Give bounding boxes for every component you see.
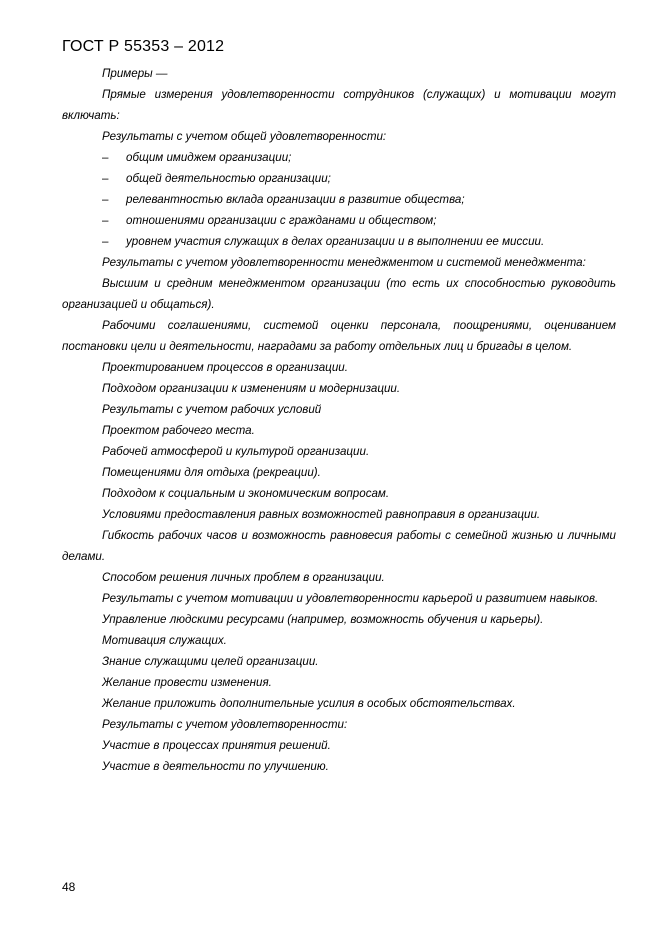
list-item-text: общей деятельностью организации; xyxy=(126,172,331,185)
conditions-paragraph: Подходом к социальным и экономическим вопросам. xyxy=(102,487,390,500)
list-item xyxy=(62,189,616,210)
list-item-text: общим имиджем организации; xyxy=(126,151,292,164)
conditions-paragraph: Рабочей атмосферой и культурой организации. xyxy=(102,445,370,458)
intro-paragraph: Прямые измерения удовлетворенности сотрудников (служащих) и мотивации могут включать: xyxy=(62,88,616,122)
page-number: 48 xyxy=(62,880,76,894)
list-dash: – xyxy=(102,172,109,185)
career-paragraph: Желание провести изменения. xyxy=(102,676,272,689)
list-item xyxy=(62,147,616,168)
examples-heading: Примеры — xyxy=(102,67,168,80)
document-body xyxy=(62,63,616,777)
management-paragraph: Проектированием процессов в организации. xyxy=(102,361,348,374)
list-item-text: отношениями организации с гражданами и обществом; xyxy=(126,214,437,227)
list-dash: – xyxy=(102,214,109,227)
document-header: ГОСТ Р 55353 – 2012 xyxy=(62,38,225,55)
career-paragraph: Желание приложить дополнительные усилия в особых обстоятельствах. xyxy=(102,697,516,710)
satisfaction-paragraph: Участие в деятельности по улучшению. xyxy=(102,760,329,773)
list-item-text: уровнем участия служащих в делах организации и в выполнении ее миссии. xyxy=(126,235,545,248)
career-heading: Результаты с учетом мотивации и удовлетворенности карьерой и развитием навыков. xyxy=(102,592,599,605)
career-paragraph: Знание служащими целей организации. xyxy=(102,655,319,668)
management-paragraph: Высшим и средним менеджментом организации (то есть их способностью руководить организацией и общаться). xyxy=(62,277,616,311)
list-dash: – xyxy=(102,151,109,164)
list-dash: – xyxy=(102,193,109,206)
career-paragraph: Управление людскими ресурсами (например, возможность обучения и карьеры). xyxy=(102,613,544,626)
conditions-paragraph: Способом решения личных проблем в организации. xyxy=(102,571,385,584)
general-satisfaction-list xyxy=(62,147,616,252)
conditions-heading: Результаты с учетом рабочих условий xyxy=(102,403,322,416)
general-satisfaction-heading: Результаты с учетом общей удовлетворенности: xyxy=(102,130,387,143)
list-dash: – xyxy=(102,235,109,248)
management-heading: Результаты с учетом удовлетворенности менеджментом и системой менеджмента: xyxy=(102,256,586,269)
satisfaction-heading: Результаты с учетом удовлетворенности: xyxy=(102,718,348,731)
conditions-paragraph: Проектом рабочего места. xyxy=(102,424,255,437)
list-item xyxy=(62,168,616,189)
list-item xyxy=(62,231,616,252)
list-item xyxy=(62,210,616,231)
conditions-paragraph: Помещениями для отдыха (рекреации). xyxy=(102,466,321,479)
conditions-paragraph: Условиями предоставления равных возможностей равноправия в организации. xyxy=(102,508,541,521)
list-item-text: релевантностью вклада организации в развитие общества; xyxy=(126,193,465,206)
career-paragraph: Мотивация служащих. xyxy=(102,634,227,647)
management-paragraph: Подходом организации к изменениям и модернизации. xyxy=(102,382,401,395)
management-paragraph: Рабочими соглашениями, системой оценки персонала, поощрениями, оцениванием постановки цели и деятельности, наградами за работу отдельных лиц и бригады в целом. xyxy=(62,319,616,353)
satisfaction-paragraph: Участие в процессах принятия решений. xyxy=(102,739,331,752)
conditions-paragraph: Гибкость рабочих часов и возможность равновесия работы с семейной жизнью и личными делами. xyxy=(62,529,616,563)
